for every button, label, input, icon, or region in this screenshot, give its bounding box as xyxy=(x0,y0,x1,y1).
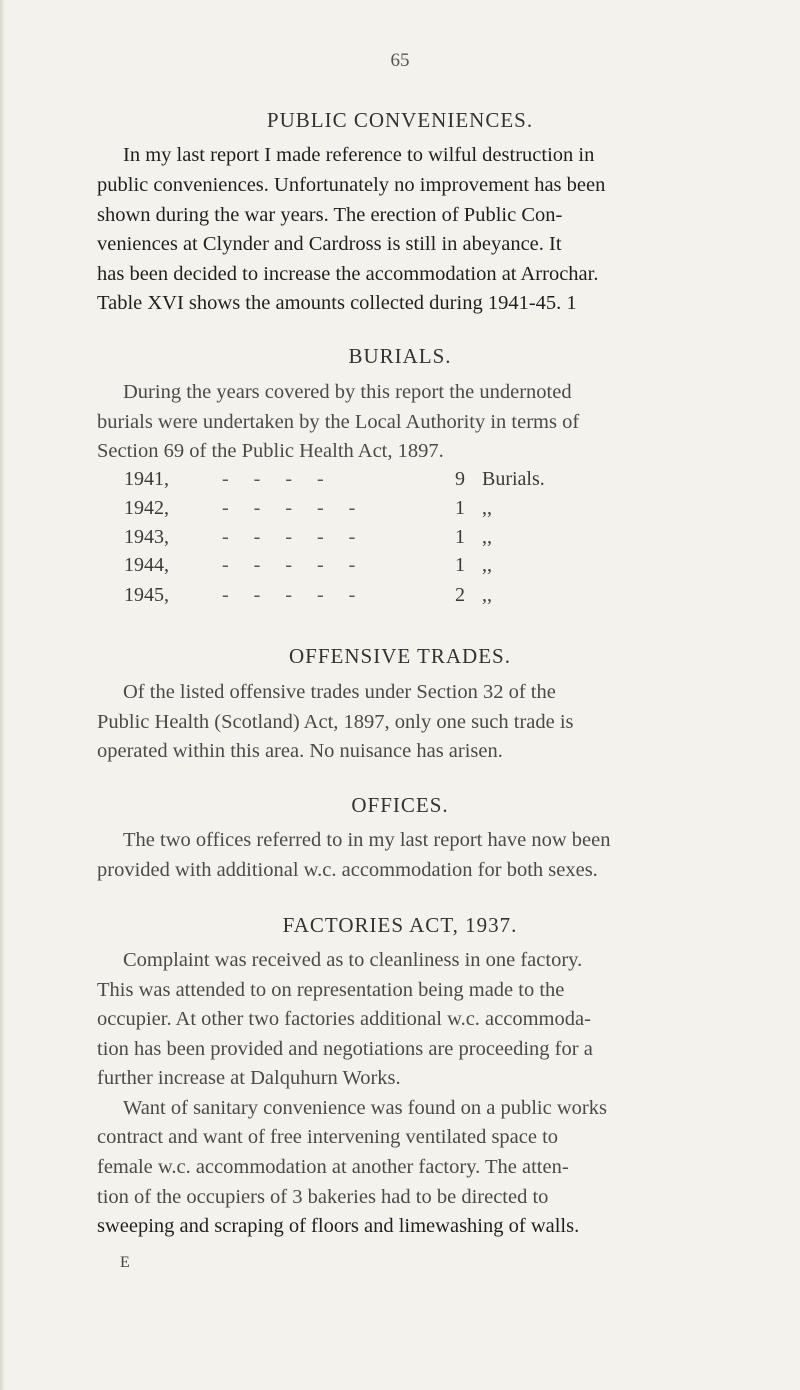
paragraph-line: occupier. At other two factories additional w.c. accommoda- xyxy=(97,1008,591,1030)
paragraph-line: sweeping and scraping of floors and limewashing of walls. xyxy=(97,1215,580,1237)
burial-row xyxy=(0,468,800,496)
paragraph-line: tion has been provided and negotiations are proceeding for a xyxy=(97,1038,593,1060)
burial-count: 1 xyxy=(455,526,465,548)
burial-dashes: - - - - - xyxy=(222,497,366,519)
paragraph-line: Complaint was received as to cleanliness in one factory. xyxy=(123,949,583,971)
page-edge xyxy=(0,0,5,1390)
paragraph-line: Want of sanitary convenience was found on a public works xyxy=(123,1097,607,1119)
burial-dashes: - - - - xyxy=(222,468,334,490)
paragraph-line: further increase at Dalquhurn Works. xyxy=(97,1067,401,1089)
page-number: 65 xyxy=(390,50,410,71)
burial-row xyxy=(0,584,800,612)
burial-row xyxy=(0,526,800,554)
paragraph-line: Public Health (Scotland) Act, 1897, only one such trade is xyxy=(97,711,574,733)
paragraph-line: shown during the war years. The erection of Public Con- xyxy=(97,204,563,226)
heading-offices: OFFICES. xyxy=(351,793,449,817)
burial-count: 1 xyxy=(455,554,465,576)
heading-offensive-trades: OFFENSIVE TRADES. xyxy=(289,644,511,668)
paragraph-line: In my last report I made reference to wilful destruction in xyxy=(123,144,595,166)
paragraph-line: The two offices referred to in my last report have now been xyxy=(123,829,611,851)
burial-count: 9 xyxy=(455,468,465,490)
burial-count: 2 xyxy=(455,584,465,606)
paragraph-line: contract and want of free intervening ventilated space to xyxy=(97,1126,559,1148)
burial-row xyxy=(0,497,800,525)
paragraph-line: provided with additional w.c. accommodation for both sexes. xyxy=(97,859,598,881)
paragraph-line: burials were undertaken by the Local Authority in terms of xyxy=(97,411,580,433)
heading-burials: BURIALS. xyxy=(348,344,452,368)
burial-unit: ,, xyxy=(482,526,492,548)
heading-public-conveniences: PUBLIC CONVENIENCES. xyxy=(266,108,534,132)
burial-year: 1945, xyxy=(124,584,169,606)
paragraph-line: tion of the occupiers of 3 bakeries had to be directed to xyxy=(97,1186,549,1208)
burial-year: 1944, xyxy=(124,554,169,576)
paragraph-line: female w.c. accommodation at another factory. The atten- xyxy=(97,1156,569,1178)
paragraph-line: This was attended to on representation being made to the xyxy=(97,979,565,1001)
paragraph-line: public conveniences. Unfortunately no improvement has been xyxy=(97,174,606,196)
burial-unit: Burials. xyxy=(482,468,545,490)
burial-year: 1941, xyxy=(124,468,169,490)
burial-unit: ,, xyxy=(482,554,492,576)
burial-dashes: - - - - - xyxy=(222,584,366,606)
burial-dashes: - - - - - xyxy=(222,526,366,548)
paragraph-line: During the years covered by this report the undernoted xyxy=(123,381,572,403)
paragraph-line: Of the listed offensive trades under Section 32 of the xyxy=(123,681,556,703)
paragraph-line: veniences at Clynder and Cardross is still in abeyance. It xyxy=(97,233,562,255)
burial-row xyxy=(0,554,800,582)
burial-year: 1942, xyxy=(124,497,169,519)
burial-unit: ,, xyxy=(482,584,492,606)
paragraph-line: has been decided to increase the accommodation at Arrochar. xyxy=(97,263,599,285)
burial-unit: ,, xyxy=(482,497,492,519)
signature-mark: E xyxy=(120,1254,130,1271)
burial-dashes: - - - - - xyxy=(222,554,366,576)
burial-count: 1 xyxy=(455,497,465,519)
paragraph-line: Section 69 of the Public Health Act, 1897. xyxy=(97,440,444,462)
burial-year: 1943, xyxy=(124,526,169,548)
heading-factories-act: FACTORIES ACT, 1937. xyxy=(282,913,518,937)
paragraph-line: Table XVI shows the amounts collected during 1941-45. 1 xyxy=(97,292,577,314)
paragraph-line: operated within this area. No nuisance has arisen. xyxy=(97,740,503,762)
